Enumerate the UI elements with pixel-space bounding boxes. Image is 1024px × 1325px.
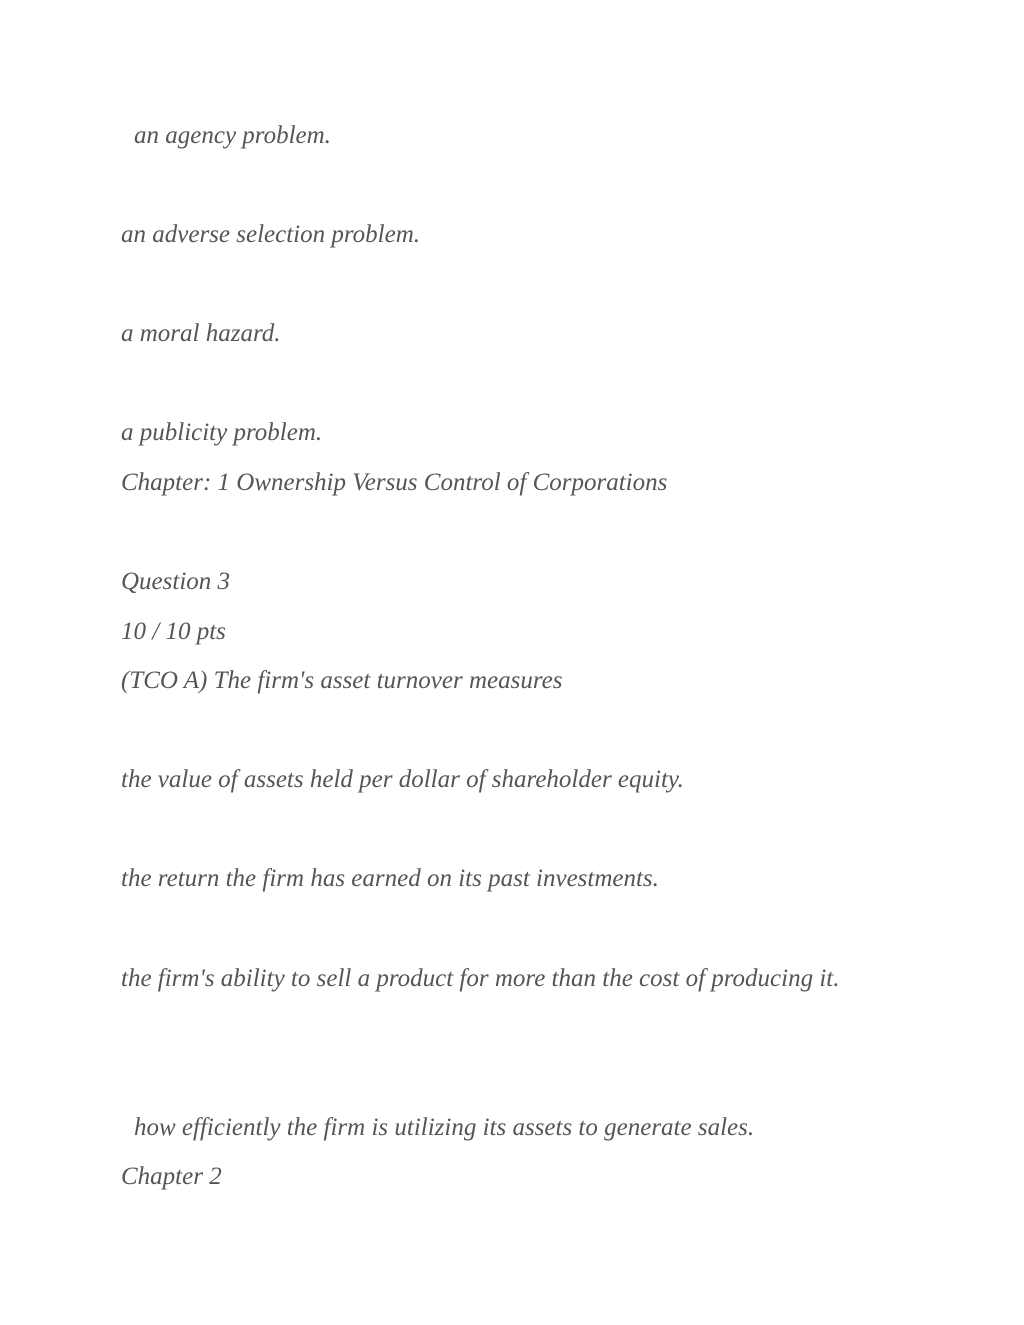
question-prompt: (TCO A) The firm's asset turnover measures: [121, 667, 563, 694]
q2-answer-option[interactable]: a publicity problem.: [121, 419, 323, 446]
q3-answer-option[interactable]: how efficiently the firm is utilizing its assets to generate sales.: [134, 1114, 755, 1141]
q2-chapter-reference: Chapter: 1 Ownership Versus Control of Corporations: [121, 469, 668, 496]
question-points: 10 / 10 pts: [121, 618, 226, 645]
q2-answer-option[interactable]: an agency problem.: [134, 122, 331, 149]
q3-answer-option[interactable]: the return the firm has earned on its past investments.: [121, 865, 659, 892]
q3-answer-option[interactable]: the value of assets held per dollar of shareholder equity.: [121, 766, 684, 793]
q2-answer-option[interactable]: an adverse selection problem.: [121, 221, 420, 248]
q3-chapter-reference: Chapter 2: [121, 1163, 222, 1190]
q2-answer-option[interactable]: a moral hazard.: [121, 320, 281, 347]
q3-answer-option[interactable]: the firm's ability to sell a product for more than the cost of producing it.: [121, 965, 840, 992]
question-title: Question 3: [121, 568, 231, 595]
